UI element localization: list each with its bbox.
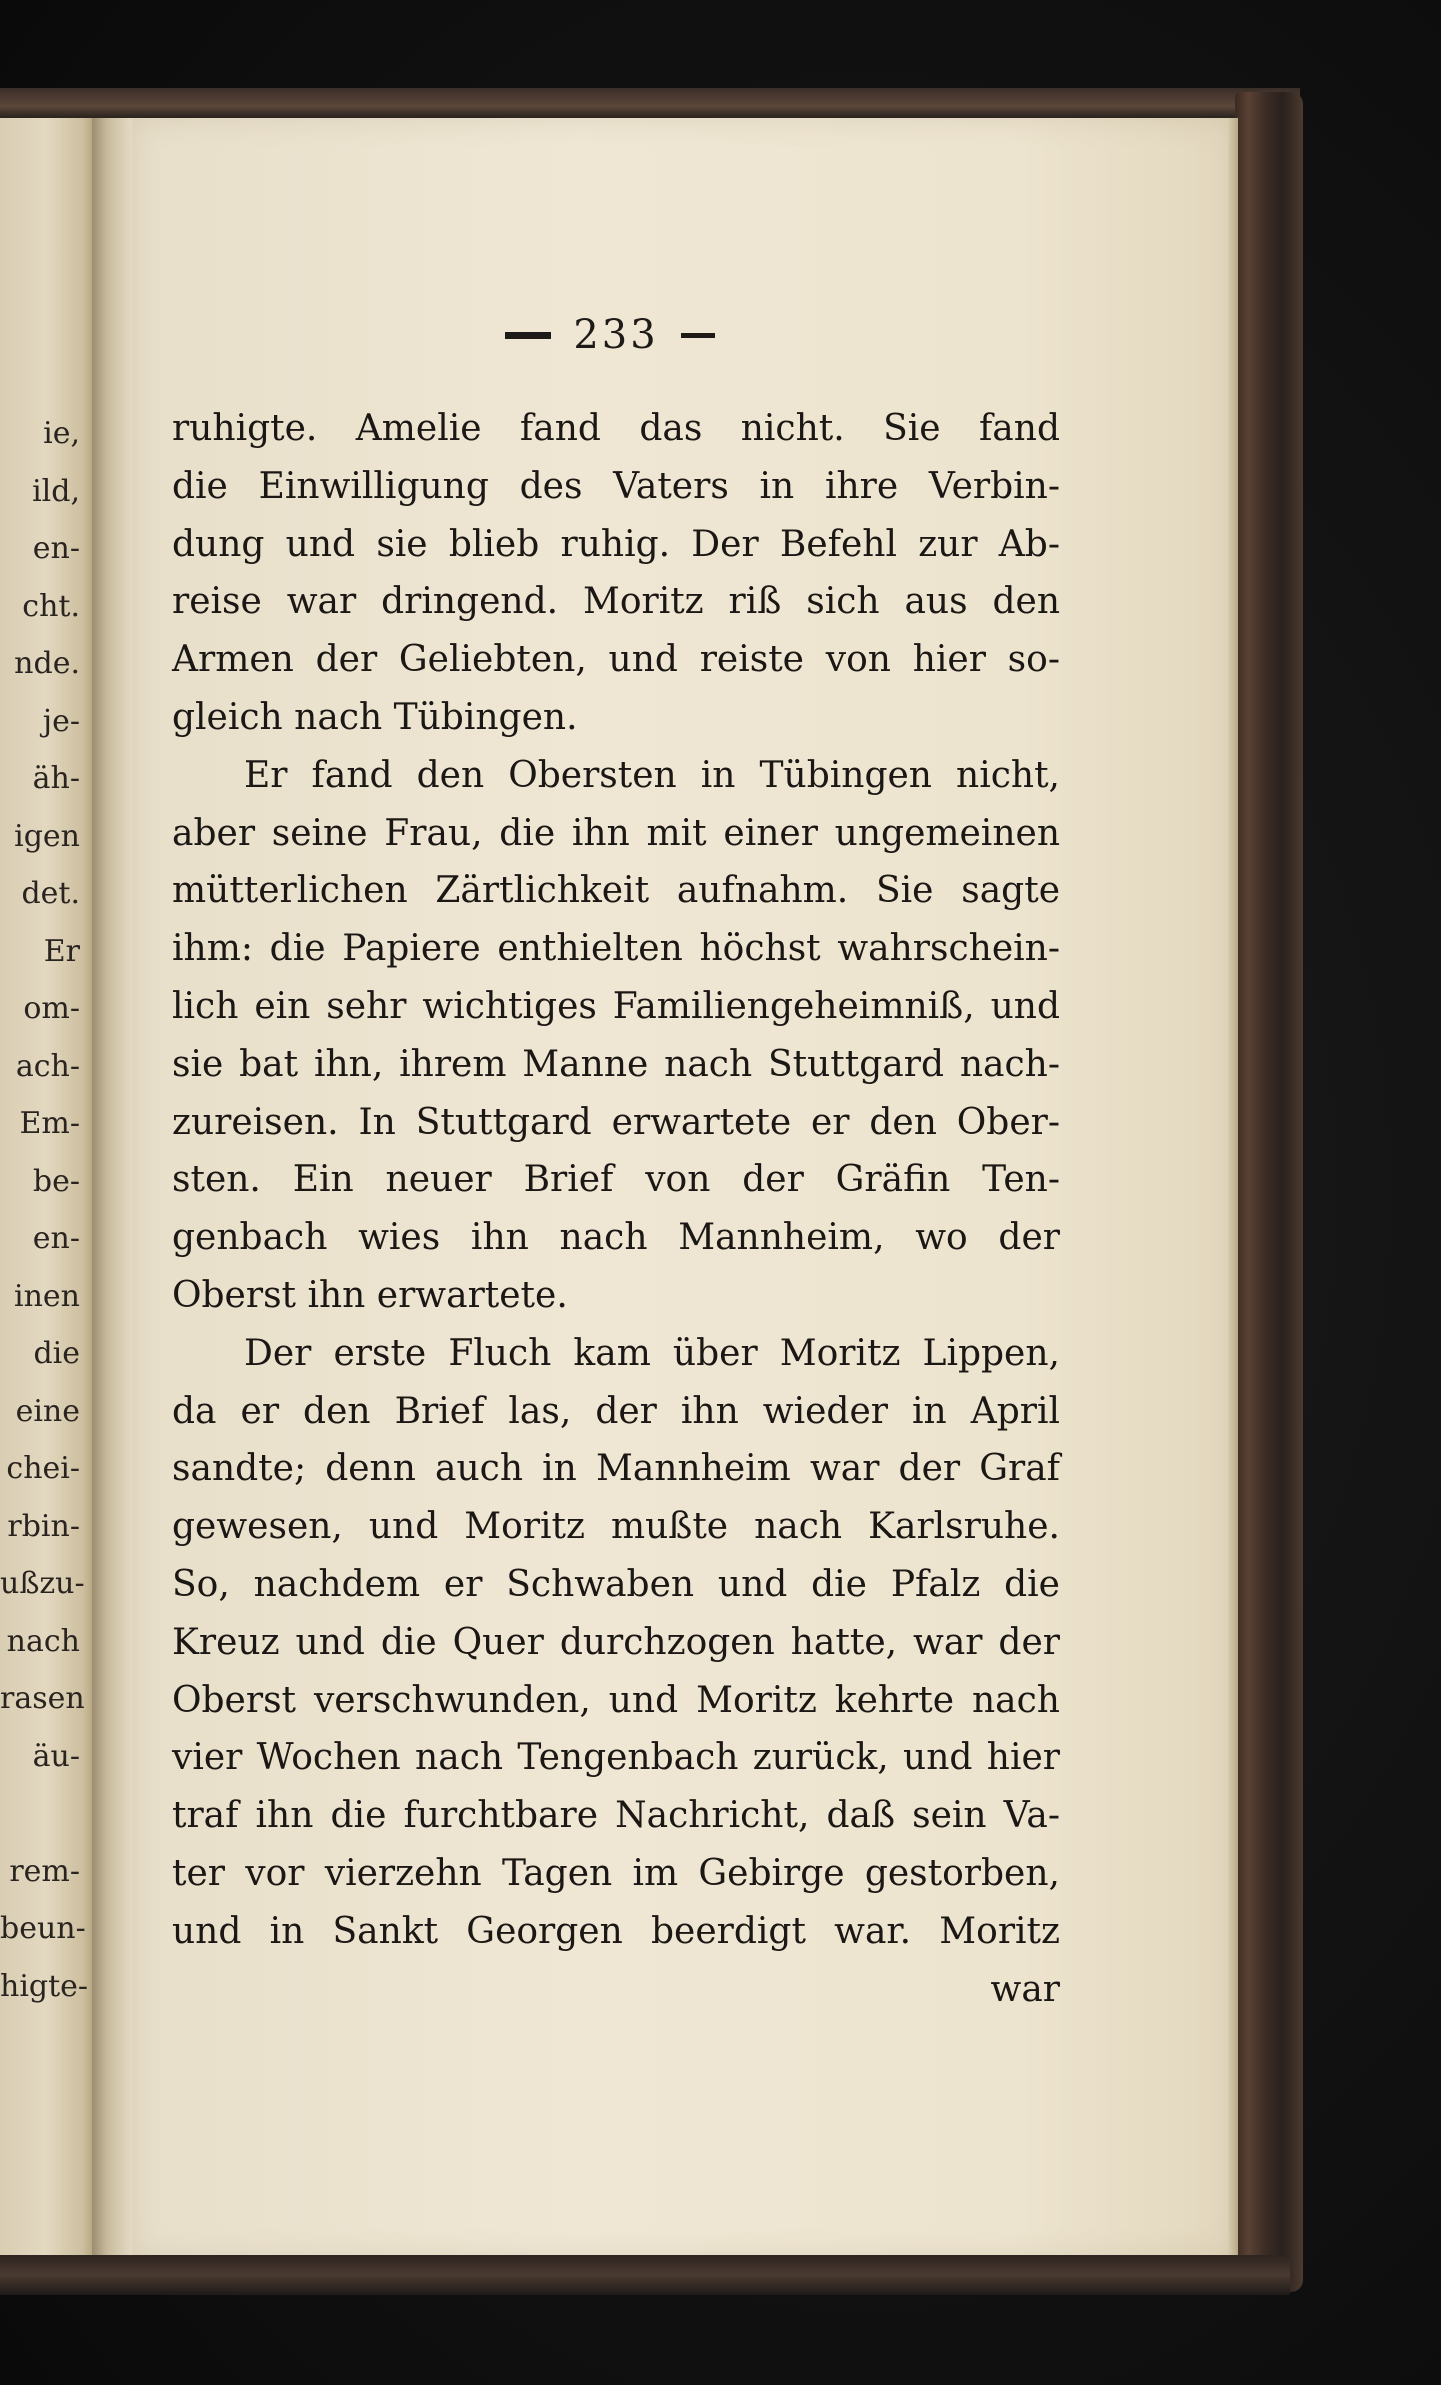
text-line: traf ihn die furchtbare Nachricht, daß sein Va- <box>172 1795 1060 1837</box>
left-fragment: Er <box>43 933 80 969</box>
left-fragment: en- <box>32 1221 80 1256</box>
left-fragment: en- <box>32 531 80 566</box>
left-fragment: beun- <box>0 1911 86 1946</box>
text-line: gewesen, und Moritz mußte nach Karlsruhe. <box>172 1506 1060 1548</box>
text-line: ter vor vierzehn Tagen im Gebirge gestorben, <box>172 1852 1060 1894</box>
text-line: sten. Ein neuer Brief von der Gräfin Ten- <box>172 1159 1060 1201</box>
text-line: Oberst verschwunden, und Moritz kehrte nach <box>172 1679 1060 1721</box>
text-line: dung und sie blieb ruhig. Der Befehl zur Ab- <box>172 523 1060 565</box>
page-edge <box>1228 118 1238 2258</box>
text-line: und in Sankt Georgen beerdigt war. Moritz <box>172 1910 1060 1952</box>
text-line: da er den Brief las, der ihn wieder in April <box>172 1390 1060 1432</box>
book-gutter <box>92 118 132 2258</box>
text-line: zureisen. In Stuttgard erwartete er den Ober- <box>172 1101 1060 1143</box>
text-line: sie bat ihn, ihrem Manne nach Stuttgard nach- <box>172 1043 1060 1085</box>
page-header <box>460 305 760 365</box>
left-fragment: rem- <box>9 1853 80 1889</box>
text-line: mütterlichen Zärtlichkeit aufnahm. Sie sagte <box>172 870 1060 912</box>
text-line: Der erste Fluch kam über Moritz Lippen, <box>244 1332 1060 1374</box>
left-fragment: be- <box>32 1163 80 1199</box>
page-number: 233 <box>573 312 659 358</box>
text-line: Er fand den Obersten in Tübingen nicht, <box>244 754 1060 796</box>
left-fragment: nach <box>6 1623 80 1659</box>
left-page-text <box>0 405 89 2015</box>
left-fragment: je- <box>42 703 80 739</box>
left-fragment: rbin- <box>7 1508 80 1544</box>
left-fragment: cht. <box>22 588 80 624</box>
left-fragment: chei- <box>6 1451 80 1486</box>
text-line: ihm: die Papiere enthielten höchst wahrschein- <box>172 928 1060 970</box>
text-line: Armen der Geliebten, und reiste von hier so- <box>172 639 1060 681</box>
left-fragment: higte- <box>0 1968 89 2004</box>
left-fragment: igen <box>14 818 80 854</box>
text-line: die Einwilligung des Vaters in ihre Verbin- <box>172 465 1060 507</box>
left-fragment: rasen <box>0 1681 85 1716</box>
left-fragment: ach- <box>15 1048 80 1084</box>
text-line: sandte; denn auch in Mannheim war der Graf <box>172 1448 1060 1490</box>
text-line: Oberst ihn erwartete. <box>172 1274 568 1316</box>
left-fragment: äh- <box>32 761 80 796</box>
left-fragment: eine <box>15 1393 80 1429</box>
text-line: vier Wochen nach Tengenbach zurück, und hier <box>172 1737 1060 1779</box>
book-cover-bottom <box>0 2255 1290 2295</box>
page-body <box>172 400 1060 2018</box>
text-line: gleich nach Tübingen. <box>172 696 578 738</box>
left-fragment: ie, <box>43 416 80 451</box>
left-fragment: ild, <box>32 473 80 509</box>
left-fragment: Em- <box>19 1106 80 1141</box>
text-line: ruhigte. Amelie fand das nicht. Sie fand <box>172 408 1060 449</box>
left-fragment: inen <box>14 1278 80 1314</box>
catchword: war <box>990 1968 1060 2010</box>
left-fragment: om- <box>23 991 80 1026</box>
left-fragment <box>0 1785 80 1843</box>
left-fragment: det. <box>21 876 80 911</box>
text-line: reise war dringend. Moritz riß sich aus den <box>172 581 1060 623</box>
text-line: Kreuz und die Quer durchzogen hatte, war der <box>172 1621 1060 1663</box>
header-rule-left <box>505 332 551 339</box>
text-line: lich ein sehr wichtiges Familiengeheimniß, und <box>172 985 1060 1027</box>
left-fragment: äu- <box>32 1738 80 1774</box>
book-cover-spine <box>1235 92 1303 2292</box>
text-line: So, nachdem er Schwaben und die Pfalz die <box>172 1563 1060 1605</box>
header-rule-right <box>681 333 715 338</box>
book-cover-top <box>0 88 1300 118</box>
left-fragment: die <box>33 1336 80 1371</box>
left-fragment: ußzu- <box>0 1566 85 1601</box>
text-line: genbach wies ihn nach Mannheim, wo der <box>172 1217 1060 1259</box>
left-fragment: nde. <box>14 646 80 681</box>
text-line: aber seine Frau, die ihn mit einer ungemeinen <box>172 812 1060 854</box>
